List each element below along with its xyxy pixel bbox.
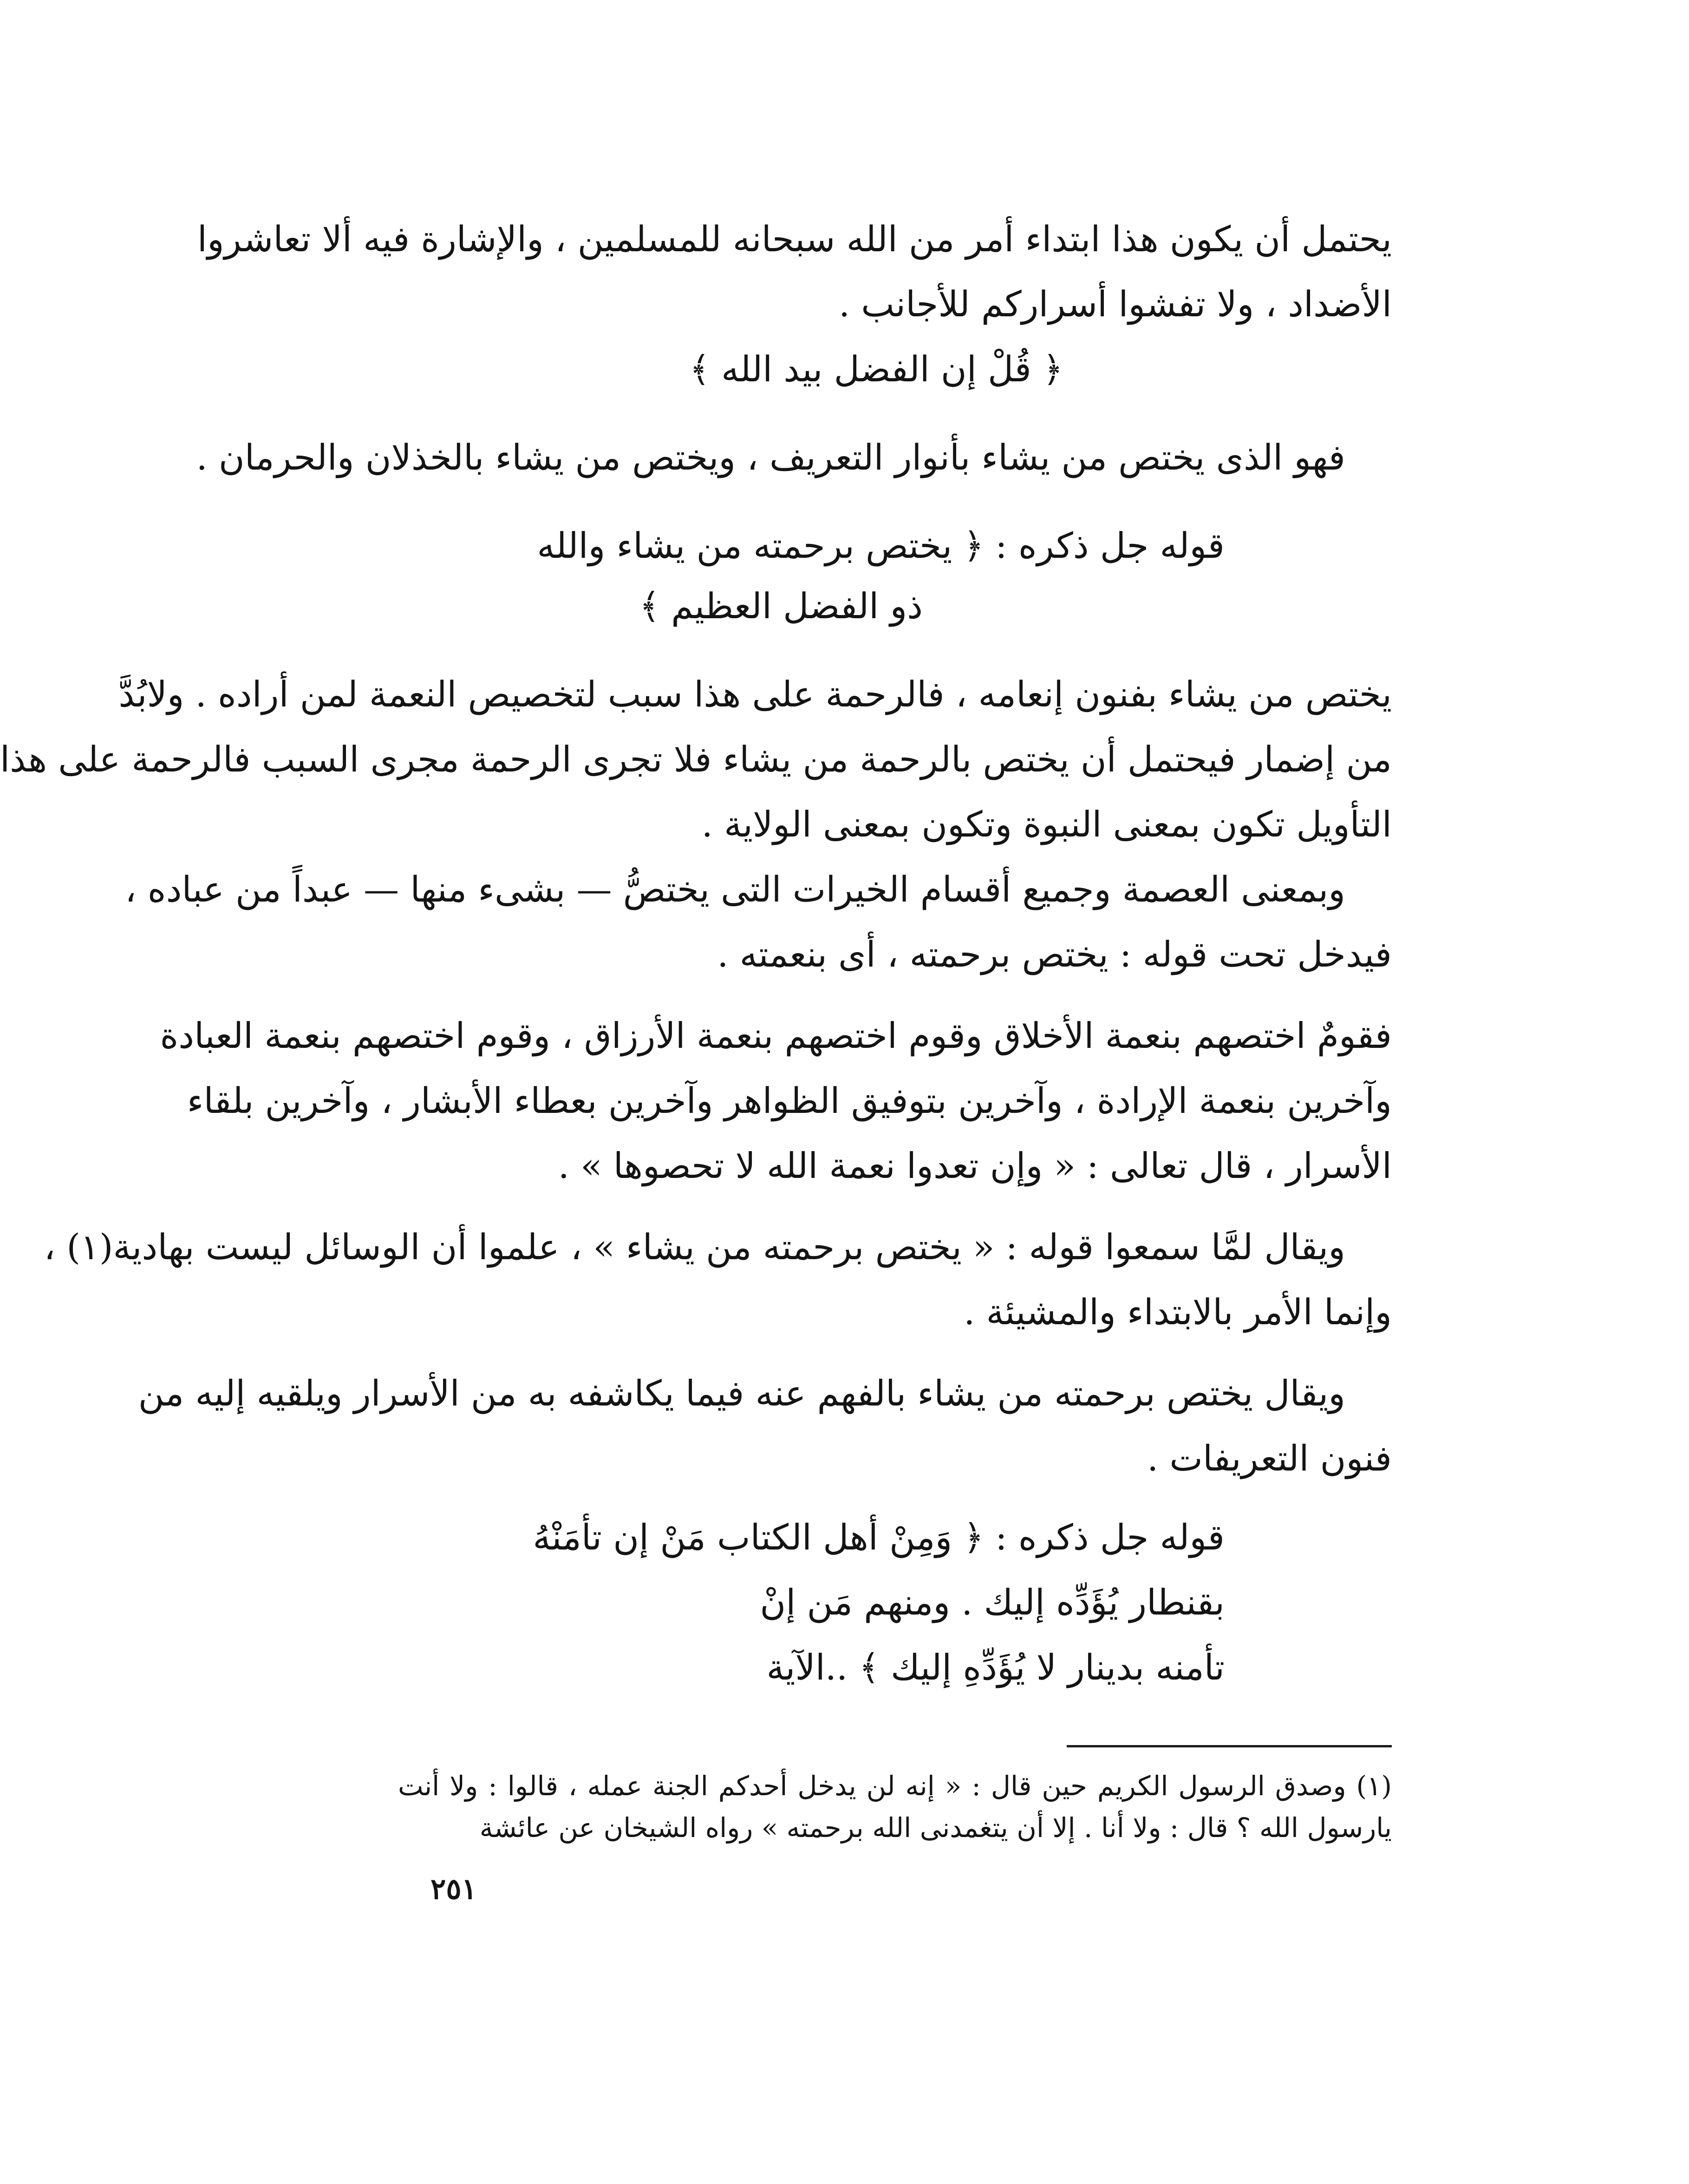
body-line-7: يختص من يشاء بفنون إنعامه ، فالرحمة على هذا سبب لتخصيص النعمة لمن أراده . ولابُدَّ — [118, 674, 1392, 715]
body-line-12: فقومٌ اختصهم بنعمة الأخلاق وقوم اختصهم بنعمة الأرزاق ، وقوم اختصهم بنعمة العبادة — [160, 1015, 1392, 1056]
verse-heading-2: قوله جل ذكره : ﴿ يختص برحمته من يشاء والله — [537, 525, 1225, 566]
page-number: ٢٥١ — [430, 1872, 477, 1906]
footnote-line-2: يارسول الله ؟ قال : ولا أنا . إلا أن يتغمدنى الله برحمته » رواه الشيخان عن عائشة — [479, 1812, 1392, 1844]
body-line-1: يحتمل أن يكون هذا ابتداء أمر من الله سبحانه للمسلمين ، والإشارة فيه ألا تعاشروا — [197, 218, 1392, 260]
body-line-2: الأضداد ، ولا تفشوا أسراركم للأجانب . — [838, 283, 1392, 325]
verse-heading-3-cont-2: تأمنه بدينار لا يُؤَدِّهِ إليك ﴾ ..الآية — [766, 1647, 1225, 1688]
body-line-18: فنون التعريفات . — [1147, 1438, 1392, 1479]
body-line-13: وآخرين بنعمة الإرادة ، وآخرين بتوفيق الظواهر وآخرين بعطاء الأبشار ، وآخرين بلقاء — [187, 1080, 1392, 1121]
body-line-4: فهو الذى يختص من يشاء بأنوار التعريف ، ويختص من يشاء بالخذلان والحرمان . — [196, 437, 1345, 478]
body-line-10: وبمعنى العصمة وجميع أقسام الخيرات التى يختصُّ — بشىء منها — عبداً من عباده ، — [125, 869, 1345, 910]
body-line-14: الأسرار ، قال تعالى : « وإن تعدوا نعمة الله لا تحصوها » . — [558, 1145, 1392, 1186]
body-line-17: ويقال يختص برحمته من يشاء بالفهم عنه فيما يكاشفه به من الأسرار ويلقيه إليه من — [138, 1373, 1345, 1414]
footnote-line-1: (١) وصدق الرسول الكريم حين قال : « إنه لن يدخل أحدكم الجنة عمله ، قالوا : ولا أنت — [398, 1770, 1392, 1802]
verse-heading-3-cont-1: بقنطار يُؤَدِّه إليك . ومنهم مَن إنْ — [760, 1582, 1225, 1623]
body-line-15: ويقال لمَّا سمعوا قوله : « يختص برحمته من يشاء » ، علموا أن الوسائل ليست بهادية(١) ، — [44, 1226, 1345, 1268]
verse-heading-1: ﴿ قُلْ إن الفضل بيد الله ﴾ — [689, 348, 1063, 390]
body-line-16: وإنما الأمر بالابتداء والمشيئة . — [964, 1291, 1392, 1333]
footnote-divider — [1067, 1745, 1392, 1747]
body-line-11: فيدخل تحت قوله : يختص برحمته ، أى بنعمته . — [717, 934, 1392, 975]
body-line-8: من إضمار فيحتمل أن يختص بالرحمة من يشاء فلا تجرى الرحمة مجرى السبب فالرحمة على هذا — [0, 739, 1392, 780]
body-line-9: التأويل تكون بمعنى النبوة وتكون بمعنى الولاية . — [701, 804, 1392, 845]
verse-heading-2-cont: ذو الفضل العظيم ﴾ — [639, 585, 923, 627]
verse-heading-3: قوله جل ذكره : ﴿ وَمِنْ أهل الكتاب مَنْ إن تأمَنْهُ — [533, 1517, 1225, 1558]
